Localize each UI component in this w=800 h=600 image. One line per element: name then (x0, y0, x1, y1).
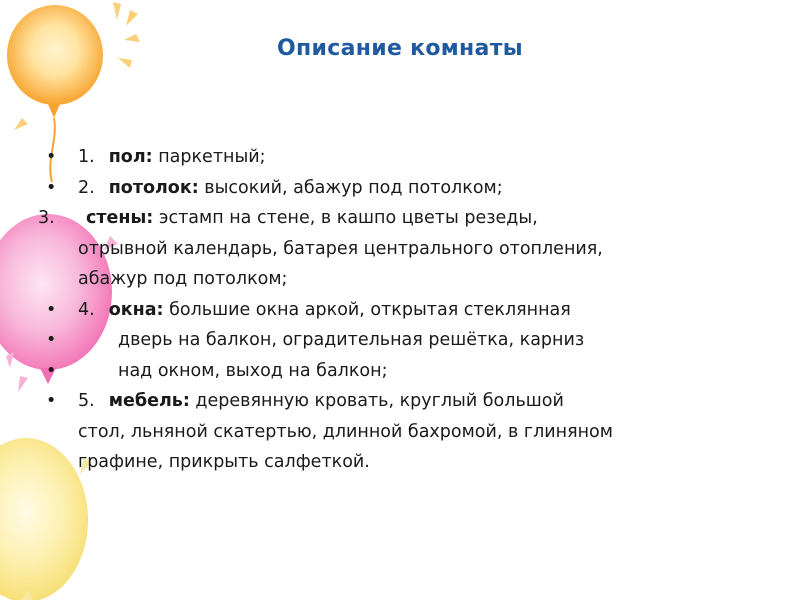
bullet: • (46, 391, 57, 411)
page-title: Описание комнаты (277, 36, 523, 61)
list-item-5 (0, 386, 800, 417)
item-text: отрывной календарь, батарея центрального отопления, (78, 238, 603, 259)
item-text: деревянную кровать, круглый большой (189, 391, 564, 411)
list-item-4-line-2 (0, 325, 800, 356)
item-number: 4. (78, 299, 95, 320)
item-text: паркетный; (152, 147, 266, 167)
item-label: окна: (108, 299, 164, 320)
item-number: 1. (78, 147, 95, 167)
item-label: пол: (108, 147, 153, 167)
item-label: мебель: (108, 391, 190, 411)
item-text: эстамп на стене, в кашпо цветы резеды, (153, 208, 538, 228)
item-text: дверь на балкон, оградительная решётка, карниз (118, 330, 585, 350)
list-item-5-continuation (0, 447, 800, 478)
room-description-list (0, 142, 800, 478)
bullet: • (46, 147, 57, 167)
item-text: абажур под потолком; (78, 269, 288, 289)
item-text: высокий, абажур под потолком; (198, 177, 503, 198)
item-text: стол, льняной скатертью, длинной бахромой, в глиняном (78, 421, 613, 442)
bullet: • (46, 330, 57, 350)
item-number: 5. (78, 391, 95, 411)
item-text: графине, прикрыть салфеткой. (78, 452, 370, 472)
item-text: над окном, выход на балкон; (118, 360, 388, 381)
item-label: стены: (86, 208, 154, 228)
list-item-2 (0, 173, 800, 204)
item-label: потолок: (108, 177, 199, 198)
bullet: • (46, 177, 57, 198)
list-item-3-continuation (0, 234, 800, 265)
list-item-1 (0, 142, 800, 173)
bullet: • (46, 360, 57, 381)
list-item-4 (0, 295, 800, 326)
list-item-3 (0, 203, 800, 234)
list-item-3-continuation (0, 264, 800, 295)
item-text: большие окна аркой, открытая стеклянная (163, 299, 571, 320)
bullet: • (46, 299, 57, 320)
item-number: 2. (78, 177, 95, 198)
list-item-4-line-3 (0, 356, 800, 387)
list-item-5-continuation (0, 417, 800, 448)
item-number: 3. (38, 208, 55, 228)
